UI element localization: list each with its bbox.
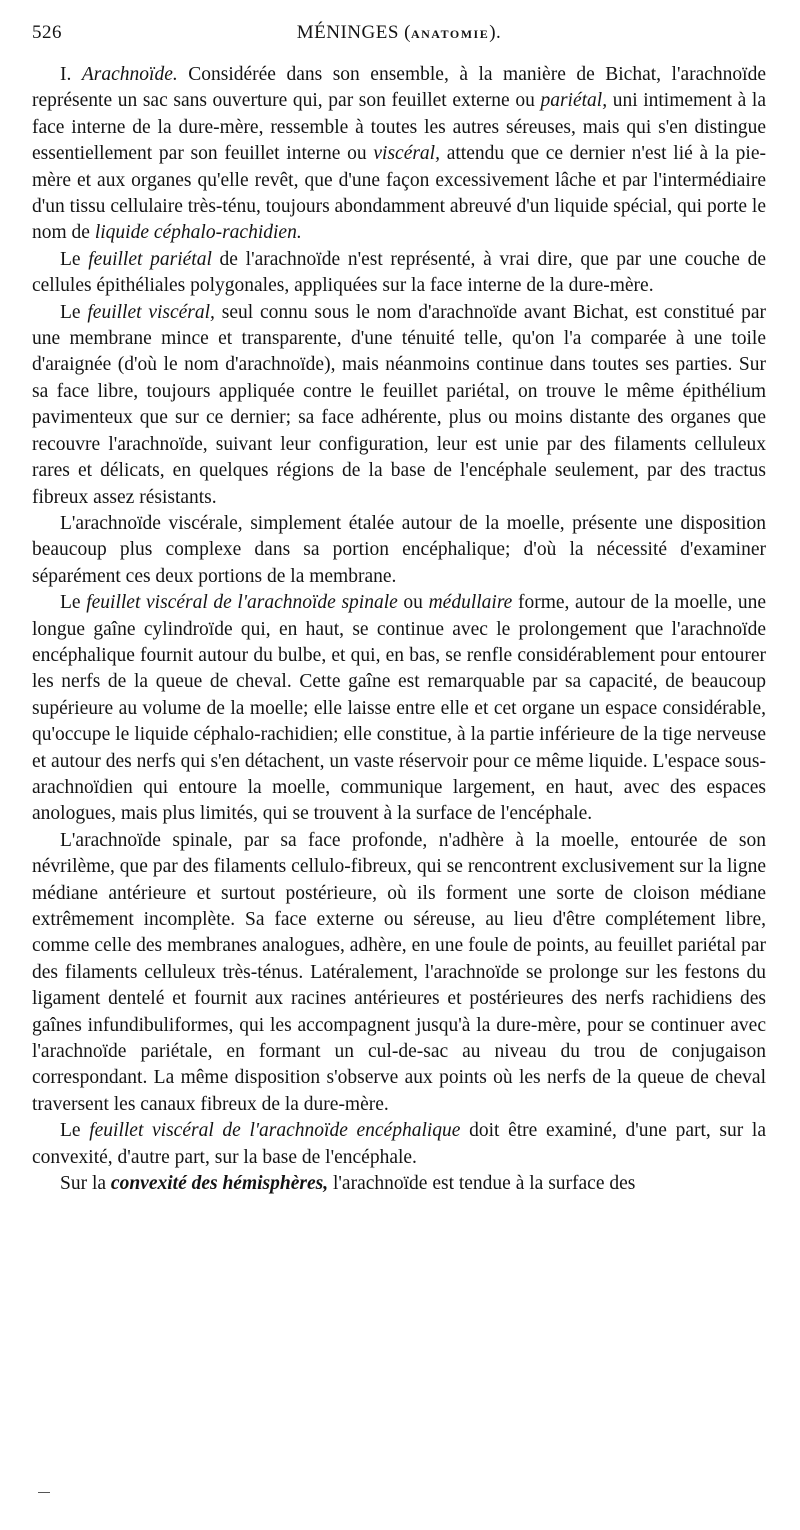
paragraph: Sur la convexité des hémisphères, l'arachnoïde est tendue à la surface des bbox=[60, 1173, 636, 1195]
section-heading: Arachnoïde. bbox=[81, 64, 178, 85]
paragraph: L'arachnoïde spinale, par sa face profonde, n'adhère à la moelle, entourée de son névrilème, que par des filaments cellulo-fibreux, qui se rencontrent exclusivement sur la ligne médiane antérieure et surtout postérieure, où ils forment une sorte de cloison médiane extrêmement incomplète. Sa face externe ou séreuse, au lieu d'être complétement libre, comme celle des membranes analogues, adhère, en une foule de points, au feuillet pariétal par des filaments celluleux très-ténus. Latéralement, l'arachnoïde se prolonge sur les festons du ligament dentelé et fournit aux racines antérieures et postérieures des nerfs rachidiens des gaînes infundibuliformes, qui les accompagnent jusqu'à la dure-mère, pour se continuer avec l'arachnoïde pariétale, en formant un cul-de-sac au niveau du trou de conjugaison correspondant. La même disposition s'observe aux points où les nerfs de la queue de cheval traversent les canaux fibreux de la dure-mère. bbox=[32, 829, 766, 1115]
page-edge-mark bbox=[38, 1492, 50, 1493]
running-title bbox=[84, 22, 766, 44]
italic-term: médullaire bbox=[428, 592, 513, 614]
running-title-small: ANATOMIE bbox=[410, 27, 490, 41]
page-number: 526 bbox=[32, 22, 62, 43]
italic-term: feuillet viscéral de l'arachnoïde spinale bbox=[86, 592, 398, 614]
italic-term: pariétal, bbox=[540, 90, 608, 112]
running-title-main: MÉNINGES ( bbox=[296, 22, 411, 43]
paragraph: Le feuillet viscéral de l'arachnoïde spinale ou médullaire forme, autour de la moelle, une longue gaîne cylindroïde qui, en haut, se continue avec le prolongement que l'arachnoïde encéphalique fournit autour du bulbe, et qui, en bas, se renfle considérablement pour entourer les nerfs de la queue de cheval. Cette gaîne est remarquable par sa capacité, de beaucoup supérieure au volume de la moelle; elle laisse entre elle et cet organe un espace considérable, qu'occupe le liquide céphalo-rachidien; elle constitue, à la partie inférieure de la tige nerveuse et autour des nerfs qui s'en détachent, un vaste réservoir pour ce même liquide. L'espace sous-arachnoïdien qui entoure la moelle, communique largement, en haut, avec des espaces anologues, mais plus limités, qui se trouvent à la surface de l'encéphale. bbox=[32, 592, 767, 825]
paragraph: Le feuillet viscéral, seul connu sous le nom d'arachnoïde avant Bichat, est constitué par une membrane mince et transparente, d'une ténuité telle, qu'on l'a comparée à une toile d'araignée (d'où le nom d'arachnoïde), mais néanmoins continue dans toutes ses parties. Sur sa face libre, toujours appliquée contre le feuillet pariétal, on trouve le même épithélium pavimenteux que sur ce dernier; sa face adhérente, plus ou moins distante des organes que recouvre l'arachnoïde, suivant leur configuration, leur est unie par des filaments celluleux rares et délicats, en quelques régions de la base de l'encéphale seulement, par des tractus fibreux assez résistants. bbox=[32, 301, 766, 508]
italic-term: feuillet pariétal bbox=[88, 248, 212, 270]
body-text bbox=[32, 62, 766, 1197]
paragraph: I. Arachnoïde. Considérée dans son ensemble, à la manière de Bichat, l'arachnoïde représente un sac sans ouverture qui, par son feuillet externe ou pariétal, uni intimement à la face interne de la dure-mère, ressemble à toutes les autres séreuses, mais qui s'en distingue essentiellement par son feuillet interne ou viscéral, attendu que ce dernier n'est lié à la pie-mère et aux organes qu'elle revêt, que d'une façon excessivement lâche et par l'intermédiaire d'un tissu cellulaire très-ténu, toujours abondamment abreuvé d'un liquide spécial, qui porte le nom de liquide céphalo-rachidien. bbox=[32, 64, 766, 244]
paragraph: Le feuillet viscéral de l'arachnoïde encéphalique doit être examiné, d'une part, sur la convexité, d'autre part, sur la base de l'encéphale. bbox=[32, 1120, 766, 1168]
italic-term: viscéral, bbox=[373, 143, 440, 165]
italic-term: feuillet viscéral, bbox=[87, 301, 215, 323]
paragraph: Le feuillet pariétal de l'arachnoïde n'est représenté, à vrai dire, que par une couche de cellules épithéliales polygonales, appliquées sur la face interne de la dure-mère. bbox=[32, 248, 766, 297]
italic-term: feuillet viscéral de l'arachnoïde encéphalique bbox=[89, 1120, 461, 1142]
italic-term: liquide céphalo-rachidien. bbox=[94, 222, 302, 244]
bold-italic-term: convexité des hémisphères, bbox=[110, 1173, 329, 1195]
running-title-end: ). bbox=[489, 22, 502, 43]
section-number: I. bbox=[60, 64, 82, 85]
paragraph: L'arachnoïde viscérale, simplement étalée autour de la moelle, présente une disposition beaucoup plus complexe dans sa portion encéphalique; d'où la nécessité d'examiner séparément ces deux portions de la membrane. bbox=[32, 512, 766, 587]
running-head bbox=[32, 22, 766, 62]
